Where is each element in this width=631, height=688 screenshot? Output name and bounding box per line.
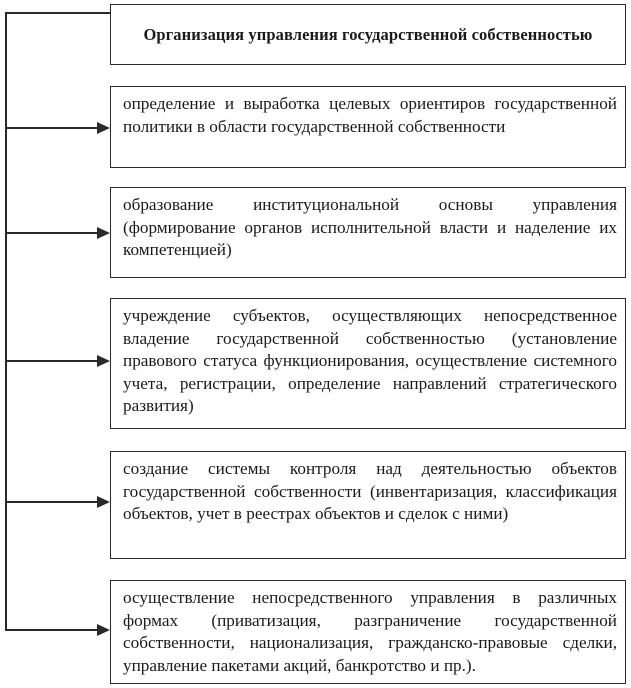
arrow-head-3-icon xyxy=(97,355,110,367)
diagram-item-text-3: учреждение субъектов, осуществляющих непосредственное владение государственной собственностью (установление правового статуса функционирования, осуществление системного учета, регистрации, определение направлений стратегического развития) xyxy=(123,306,617,415)
arrow-head-2-icon xyxy=(97,227,110,239)
diagram-item-box-1 xyxy=(110,86,626,168)
diagram-item-box-5 xyxy=(110,580,626,684)
connector-arrow-2 xyxy=(5,232,97,234)
diagram-item-text-4: создание системы контроля над деятельностью объектов государственной собственности (инвентаризация, классификация объектов, учет в реестрах объектов и сделок с ними) xyxy=(123,459,617,523)
diagram-item-box-4 xyxy=(110,451,626,559)
diagram-item-text-1: определение и выработка целевых ориентиров государственной политики в области государственной собственности xyxy=(123,94,617,136)
arrow-head-1-icon xyxy=(97,122,110,134)
diagram-item-box-2 xyxy=(110,187,626,278)
diagram-item-text-2: образование институциональной основы управления (формирование органов исполнительной власти и наделение их компетенцией) xyxy=(123,195,617,259)
diagram-title-box xyxy=(110,4,626,65)
diagram-title: Организация управления государственной собственностью xyxy=(143,24,593,44)
arrow-head-4-icon xyxy=(97,496,110,508)
connector-title-link xyxy=(5,12,110,14)
connector-arrow-4 xyxy=(5,501,97,503)
diagram-item-box-3 xyxy=(110,298,626,429)
connector-arrow-1 xyxy=(5,127,97,129)
connector-arrow-5 xyxy=(5,629,97,631)
connector-arrow-3 xyxy=(5,360,97,362)
connector-spine xyxy=(5,12,7,630)
diagram-item-text-5: осуществление непосредственного управления в различных формах (приватизация, разграничение государственной собственности, национализация, гражданско-правовые сделки, управление пакетами акций, банкротство и пр.). xyxy=(123,588,617,675)
arrow-head-5-icon xyxy=(97,624,110,636)
